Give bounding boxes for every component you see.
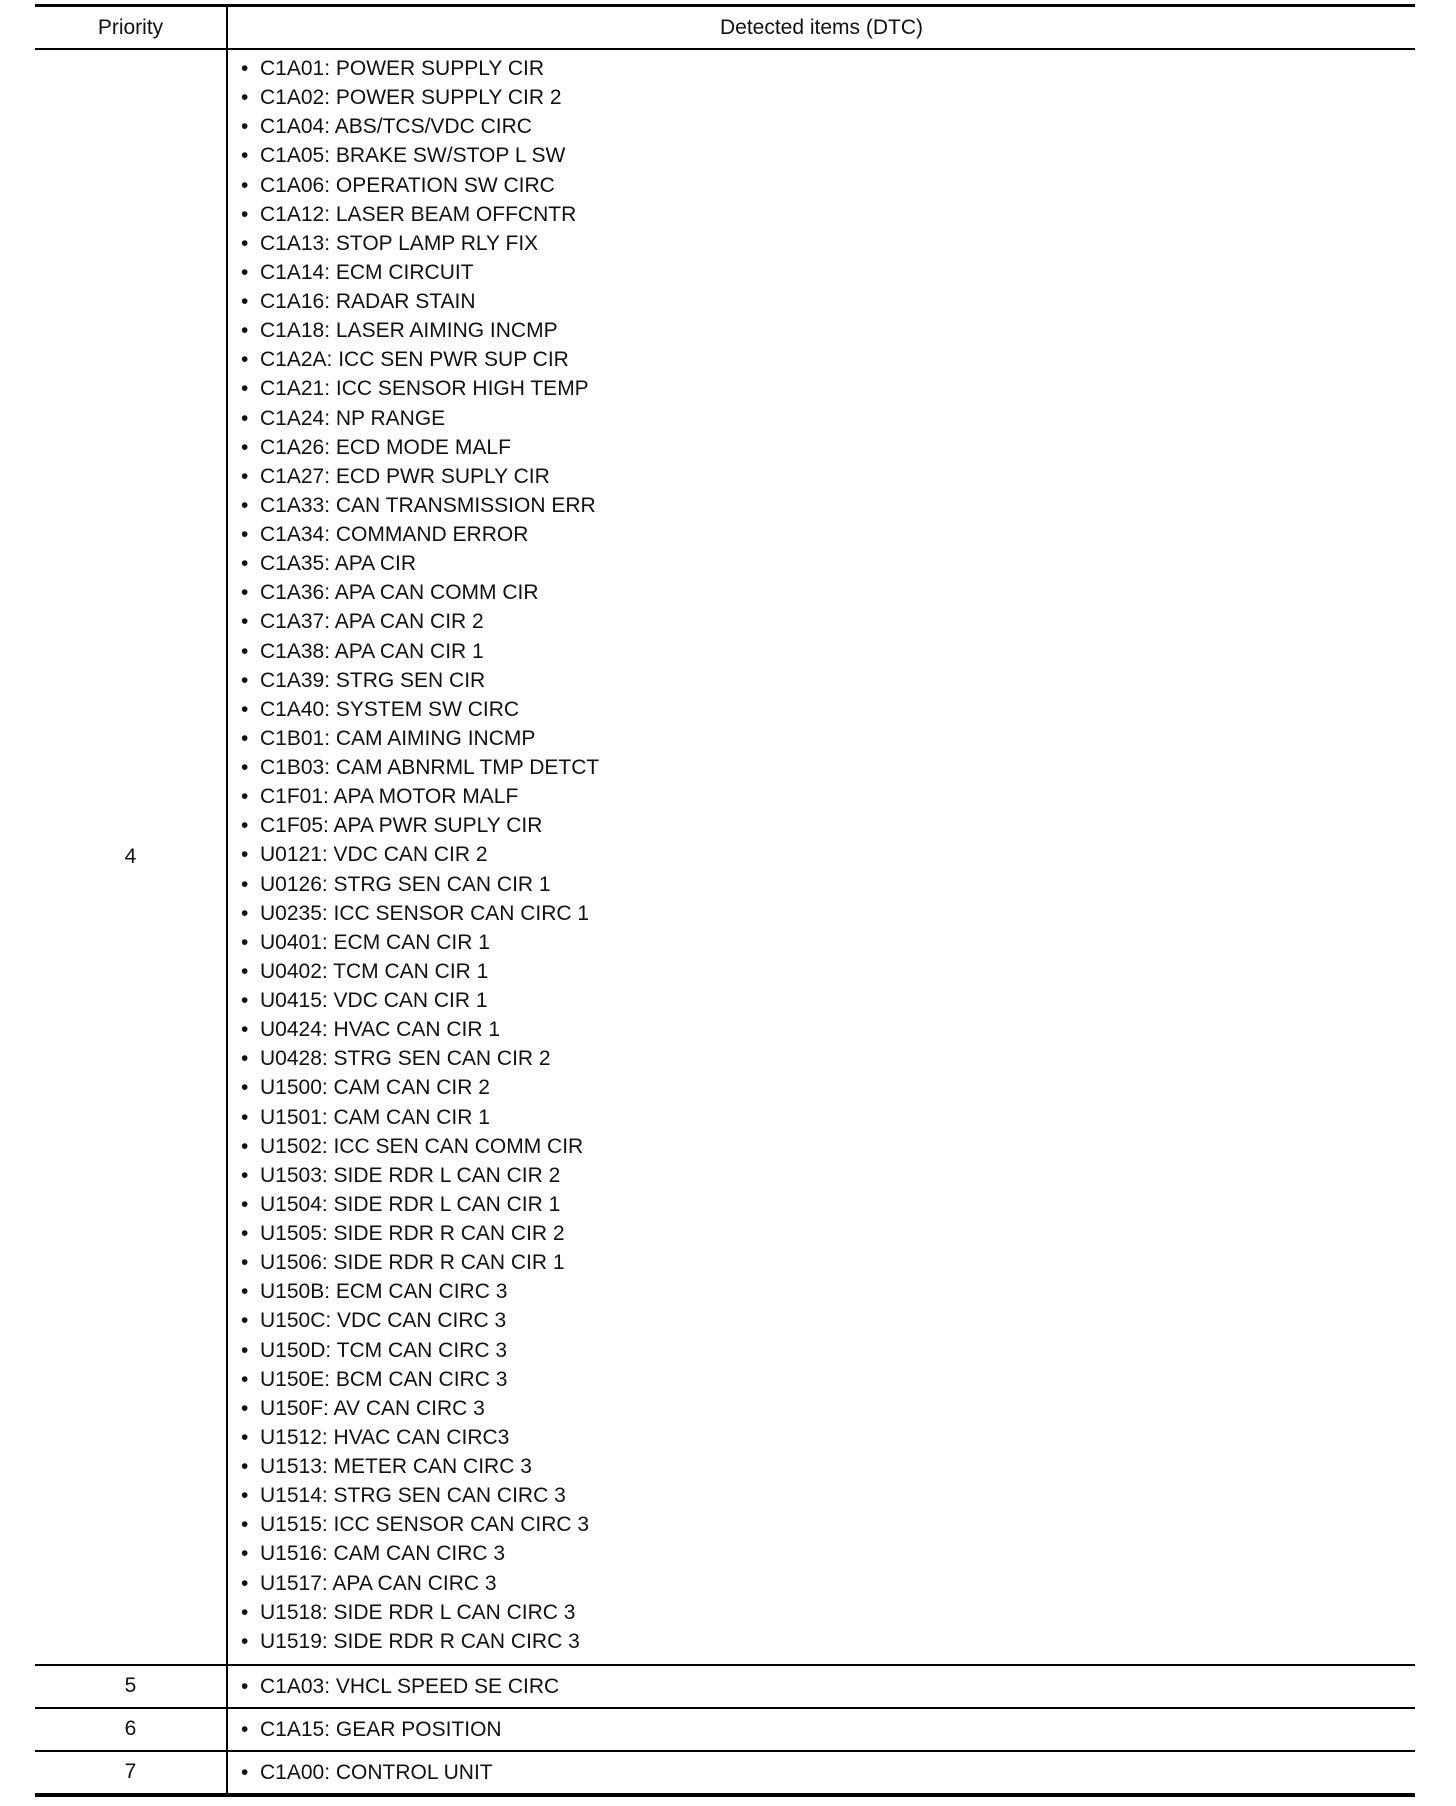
bullet-icon: • [241, 377, 249, 401]
list-item [241, 1510, 1415, 1539]
list-item [241, 1277, 1415, 1306]
list-item [241, 607, 1415, 636]
list-item [241, 433, 1415, 462]
bullet-icon: • [241, 1192, 249, 1216]
dtc-text: C1A27: ECD PWR SUPLY CIR [260, 464, 550, 488]
bullet-icon: • [241, 57, 249, 80]
dtc-text: C1A37: APA CAN CIR 2 [260, 610, 484, 634]
table-row [35, 1708, 1415, 1751]
bullet-icon: • [241, 1455, 249, 1478]
bullet-icon: • [241, 1134, 249, 1158]
list-item [241, 462, 1415, 491]
dtc-text: C1A34: COMMAND ERROR [260, 523, 529, 546]
list-item [241, 840, 1415, 869]
list-item [241, 666, 1415, 695]
list-item [241, 753, 1415, 782]
dtc-text: C1A40: SYSTEM SW CIRC [260, 697, 520, 721]
list-item [241, 928, 1415, 957]
bullet-icon: • [241, 435, 249, 459]
priority-header: Priority [35, 6, 227, 50]
dtc-text: C1A26: ECD MODE MALF [260, 435, 511, 459]
dtc-text: U1503: SIDE RDR L CAN CIR 2 [260, 1163, 561, 1187]
bullet-icon: • [241, 1105, 249, 1129]
bullet-icon: • [241, 581, 249, 605]
list-item [241, 345, 1415, 374]
bullet-icon: • [241, 814, 249, 838]
dtc-text: U1514: STRG SEN CAN CIRC 3 [260, 1484, 566, 1508]
dtc-text: C1A33: CAN TRANSMISSION ERR [260, 493, 596, 517]
dtc-text: C1A01: POWER SUPPLY CIR [260, 57, 544, 80]
list-item [241, 316, 1415, 345]
dtc-text: C1A36: APA CAN COMM CIR [260, 581, 539, 605]
dtc-text: U0402: TCM CAN CIR 1 [260, 959, 489, 983]
dtc-text: C1A04: ABS/TCS/VDC CIRC [260, 115, 532, 139]
list-item [241, 520, 1415, 549]
dtc-text: U1504: SIDE RDR L CAN CIR 1 [260, 1192, 561, 1216]
dtc-text: U150D: TCM CAN CIRC 3 [260, 1338, 507, 1362]
bullet-icon: • [241, 1222, 249, 1245]
bullet-icon: • [241, 726, 249, 750]
detected-items-cell [227, 1708, 1415, 1751]
list-item [241, 229, 1415, 258]
bullet-icon: • [241, 668, 249, 692]
list-item [241, 724, 1415, 753]
list-item [241, 1306, 1415, 1335]
header-row [35, 6, 1415, 50]
dtc-priority-table [35, 4, 1415, 1797]
dtc-list [228, 1672, 1415, 1701]
list-item [241, 1627, 1415, 1656]
bullet-icon: • [241, 115, 249, 139]
bullet-icon: • [241, 989, 249, 1012]
list-item [241, 83, 1415, 112]
bullet-icon: • [241, 1571, 249, 1595]
bullet-icon: • [241, 231, 249, 255]
bullet-icon: • [241, 260, 249, 284]
bullet-icon: • [241, 1629, 249, 1653]
list-item [241, 491, 1415, 520]
dtc-text: C1B01: CAM AIMING INCMP [260, 726, 536, 750]
dtc-text: C1A18: LASER AIMING INCMP [260, 319, 558, 343]
list-item [241, 1452, 1415, 1481]
list-item [241, 1365, 1415, 1394]
dtc-text: U1505: SIDE RDR R CAN CIR 2 [260, 1222, 565, 1245]
bullet-icon: • [241, 1396, 249, 1420]
list-item [241, 1073, 1415, 1102]
dtc-text: C1A13: STOP LAMP RLY FIX [260, 231, 539, 255]
bullet-icon: • [241, 843, 249, 867]
bullet-icon: • [241, 639, 249, 663]
bullet-icon: • [241, 1674, 249, 1698]
list-item [241, 1758, 1415, 1787]
bullet-icon: • [241, 697, 249, 721]
bullet-icon: • [241, 1251, 249, 1275]
dtc-list [228, 50, 1415, 1664]
list-item [241, 986, 1415, 1015]
list-item [241, 258, 1415, 287]
dtc-text: C1A03: VHCL SPEED SE CIRC [260, 1674, 560, 1698]
list-item [241, 957, 1415, 986]
list-item [241, 404, 1415, 433]
dtc-text: U150B: ECM CAN CIRC 3 [260, 1280, 508, 1304]
detected-items-cell [227, 1751, 1415, 1795]
dtc-text: U1502: ICC SEN CAN COMM CIR [260, 1134, 584, 1158]
dtc-text: C1A35: APA CIR [260, 552, 417, 576]
dtc-text: C1A38: APA CAN CIR 1 [260, 639, 484, 663]
dtc-text: C1A12: LASER BEAM OFFCNTR [260, 202, 577, 226]
bullet-icon: • [241, 464, 249, 488]
dtc-text: U1518: SIDE RDR L CAN CIRC 3 [260, 1600, 576, 1624]
bullet-icon: • [241, 1309, 249, 1333]
list-item [241, 1336, 1415, 1365]
dtc-text: U1519: SIDE RDR R CAN CIRC 3 [260, 1629, 580, 1653]
dtc-text: U150E: BCM CAN CIRC 3 [260, 1367, 508, 1391]
bullet-icon: • [241, 1542, 249, 1566]
list-item [241, 1481, 1415, 1510]
list-item [241, 200, 1415, 229]
bullet-icon: • [241, 1484, 249, 1508]
dtc-text: U0401: ECM CAN CIR 1 [260, 930, 490, 954]
list-item [241, 1539, 1415, 1568]
list-item [241, 1394, 1415, 1423]
list-item [241, 1569, 1415, 1598]
bullet-icon: • [241, 493, 249, 517]
list-item [241, 1132, 1415, 1161]
bullet-icon: • [241, 610, 249, 634]
dtc-text: U0424: HVAC CAN CIR 1 [260, 1018, 501, 1042]
list-item [241, 1161, 1415, 1190]
dtc-list [228, 1715, 1415, 1744]
list-item [241, 1015, 1415, 1044]
dtc-text: C1F05: APA PWR SUPLY CIR [260, 814, 543, 838]
dtc-text: U1515: ICC SENSOR CAN CIRC 3 [260, 1513, 590, 1537]
bullet-icon: • [241, 785, 249, 809]
list-item [241, 374, 1415, 403]
bullet-icon: • [241, 319, 249, 343]
list-item [241, 899, 1415, 928]
dtc-text: U1501: CAM CAN CIR 1 [260, 1105, 490, 1129]
bullet-icon: • [241, 930, 249, 954]
list-item [241, 870, 1415, 899]
list-item [241, 112, 1415, 141]
list-item [241, 1598, 1415, 1627]
dtc-text: U0415: VDC CAN CIR 1 [260, 989, 488, 1012]
bullet-icon: • [241, 290, 249, 313]
bullet-icon: • [241, 348, 249, 372]
bullet-icon: • [241, 1425, 249, 1449]
detected-items-header: Detected items (DTC) [227, 6, 1415, 50]
table-row [35, 49, 1415, 1665]
bullet-icon: • [241, 406, 249, 430]
bullet-icon: • [241, 523, 249, 546]
dtc-text: U0121: VDC CAN CIR 2 [260, 843, 488, 867]
bullet-icon: • [241, 1018, 249, 1042]
dtc-text: C1A15: GEAR POSITION [260, 1717, 502, 1741]
list-item [241, 811, 1415, 840]
list-item [241, 1672, 1415, 1701]
bullet-icon: • [241, 1280, 249, 1304]
dtc-text: C1A24: NP RANGE [260, 406, 446, 430]
dtc-text: C1A16: RADAR STAIN [260, 290, 476, 313]
dtc-text: U1517: APA CAN CIRC 3 [260, 1571, 497, 1595]
bullet-icon: • [241, 756, 249, 779]
dtc-text: U0428: STRG SEN CAN CIR 2 [260, 1047, 551, 1071]
list-item [241, 1190, 1415, 1219]
dtc-text: U1513: METER CAN CIRC 3 [260, 1455, 532, 1478]
dtc-text: C1A00: CONTROL UNIT [260, 1760, 493, 1784]
bullet-icon: • [241, 1760, 249, 1784]
priority-cell: 5 [35, 1665, 227, 1708]
dtc-text: U0126: STRG SEN CAN CIR 1 [260, 872, 551, 896]
bullet-icon: • [241, 872, 249, 896]
list-item [241, 782, 1415, 811]
bullet-icon: • [241, 86, 249, 110]
list-item [241, 54, 1415, 83]
bullet-icon: • [241, 1047, 249, 1071]
bullet-icon: • [241, 173, 249, 197]
list-item [241, 1219, 1415, 1248]
list-item [241, 1044, 1415, 1073]
bullet-icon: • [241, 1717, 249, 1741]
priority-cell: 7 [35, 1751, 227, 1795]
dtc-text: C1A05: BRAKE SW/STOP L SW [260, 144, 566, 168]
dtc-text: C1A02: POWER SUPPLY CIR 2 [260, 86, 562, 110]
bullet-icon: • [241, 1513, 249, 1537]
dtc-text: U1516: CAM CAN CIRC 3 [260, 1542, 506, 1566]
dtc-list [228, 1758, 1415, 1787]
list-item [241, 1248, 1415, 1277]
priority-cell: 4 [35, 49, 227, 1665]
bullet-icon: • [241, 1076, 249, 1100]
detected-items-cell [227, 49, 1415, 1665]
list-item [241, 695, 1415, 724]
bullet-icon: • [241, 959, 249, 983]
list-item [241, 1423, 1415, 1452]
bullet-icon: • [241, 1163, 249, 1187]
table-row [35, 1751, 1415, 1795]
dtc-text: U0235: ICC SENSOR CAN CIRC 1 [260, 901, 590, 925]
dtc-text: U150F: AV CAN CIRC 3 [260, 1396, 485, 1420]
dtc-text: U1500: CAM CAN CIR 2 [260, 1076, 490, 1100]
dtc-text: C1A2A: ICC SEN PWR SUP CIR [260, 348, 569, 372]
dtc-text: U1512: HVAC CAN CIRC3 [260, 1425, 510, 1449]
bullet-icon: • [241, 552, 249, 576]
dtc-text: C1A39: STRG SEN CIR [260, 668, 486, 692]
priority-cell: 6 [35, 1708, 227, 1751]
bullet-icon: • [241, 1338, 249, 1362]
bullet-icon: • [241, 1367, 249, 1391]
dtc-text: U150C: VDC CAN CIRC 3 [260, 1309, 507, 1333]
bullet-icon: • [241, 1600, 249, 1624]
list-item [241, 1715, 1415, 1744]
list-item [241, 549, 1415, 578]
list-item [241, 287, 1415, 316]
dtc-text: C1A21: ICC SENSOR HIGH TEMP [260, 377, 589, 401]
table-row [35, 1665, 1415, 1708]
dtc-text: C1A06: OPERATION SW CIRC [260, 173, 555, 197]
dtc-text: C1F01: APA MOTOR MALF [260, 785, 519, 809]
bullet-icon: • [241, 144, 249, 168]
bullet-icon: • [241, 202, 249, 226]
detected-items-cell [227, 1665, 1415, 1708]
bullet-icon: • [241, 901, 249, 925]
dtc-text: C1B03: CAM ABNRML TMP DETCT [260, 756, 600, 779]
list-item [241, 141, 1415, 170]
dtc-text: C1A14: ECM CIRCUIT [260, 260, 474, 284]
list-item [241, 578, 1415, 607]
list-item [241, 171, 1415, 200]
dtc-text: U1506: SIDE RDR R CAN CIR 1 [260, 1251, 565, 1275]
list-item [241, 637, 1415, 666]
list-item [241, 1103, 1415, 1132]
